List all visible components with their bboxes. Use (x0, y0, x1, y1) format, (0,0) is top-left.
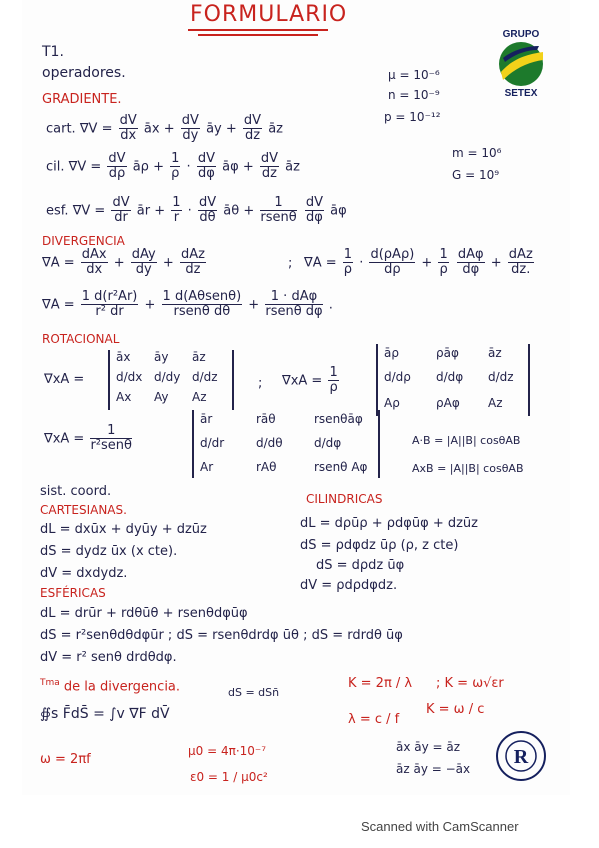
formula-omega: ω = 2πf (40, 752, 91, 767)
formula-k2: ; K = ω√εr (436, 676, 504, 691)
frac-den: dx (120, 128, 137, 144)
heading-divergencia: DIVERGENCIA (42, 234, 125, 248)
section-t1: T1. (42, 44, 64, 60)
cil-line: dL = dρūρ + ρdφūφ + dzūz (300, 516, 478, 531)
det-row: Ax Ay Az (116, 390, 207, 404)
plus-sign: + (225, 121, 237, 137)
gradiente-cil: cil. ∇V = $\frac{dV}{d\rho}$ āρ + $\frac{1}{\rho}$ · $\frac{dV}{d\varphi}$ āφ + $\frac{dV}{dz}$ āz (46, 151, 300, 182)
rotacional-cil-lhs: ∇xA = $\frac{1}{\rho}$ (282, 365, 338, 396)
formula-k1: K = 2π / λ (348, 676, 413, 691)
esf-line: dL = drūr + rdθūθ + rsenθdφūφ (40, 606, 248, 621)
formula-cross1: āx āy = āz (396, 740, 461, 754)
det-bar-left (108, 350, 110, 410)
heading-cartesianas: CARTESIANAS. (40, 503, 127, 517)
dot-product: A·B = |A||B| cosθAB (412, 434, 521, 447)
det-row: āx āy āz (116, 350, 206, 364)
const-n: n = 10⁻⁹ (388, 88, 440, 102)
frac-num: dV (181, 113, 199, 128)
det-row: ār rāθ rsenθāφ (200, 412, 363, 426)
title-underline (188, 29, 328, 31)
divergencia-esf: ∇A = $\frac{\text{1 d(r²Ar)}}{\text{r² dr}}$ + $\frac{\text{1 d(Aθsenθ)}}{\text{rsenθ dθ}}$ + $\frac{\text{1 · dAφ}}{\text{rsenθ dφ}}$ . (42, 289, 333, 320)
det-row: d/dρ d/dφ d/dz (384, 370, 514, 384)
unit-vector: āy (206, 121, 222, 137)
gradiente-esf: esf. ∇V = $\frac{dV}{dr}$ ār + $\frac{1}{r}$ · $\frac{dV}{d\theta}$ āθ + $\frac{1}{\text{rsenθ}}$ $\frac{dV}{d\varphi}$ āφ (46, 195, 347, 226)
logo-text-grupo: GRUPO (502, 29, 540, 40)
det-bar-left (376, 344, 378, 416)
scanner-footer: Scanned with CamScanner (361, 819, 519, 834)
cil-label: cil. (46, 159, 65, 175)
esf-line: dV = r² senθ drdθdφ. (40, 650, 177, 665)
frac-num: dV (243, 113, 262, 128)
const-mu: μ = 10⁻⁶ (388, 68, 440, 82)
cil-line: dV = ρdρdφdz. (300, 578, 398, 593)
teorema-formula: ∯s F̄dS̄ = ∫v ∇F dV̄ (40, 706, 170, 722)
det-bar-left (192, 410, 194, 478)
frac-den: dy (182, 128, 199, 144)
det-bar-right (378, 410, 380, 478)
seal-letter: R (513, 746, 529, 768)
divergencia-cil: ∇A = $\frac{1}{\rho}$ · $\frac{\text{d(ρAρ)}}{d\rho}$ + $\frac{1}{\rho}$ $\frac{\text{dAφ}}{d\varphi}$ + $\frac{\text{dAz}}{dz.}$ (304, 247, 533, 278)
rotacional-esf-lhs: ∇xA = $\frac{1}{\text{r²senθ}}$ (44, 423, 132, 454)
heading-esfericas: ESFÉRICAS (40, 586, 106, 600)
grupo-setex-logo (493, 28, 549, 98)
nabla-v: ∇V = (79, 121, 113, 137)
unit-vector: āx (143, 121, 160, 137)
page-title: FORMULARIO (190, 2, 348, 27)
formula-mu0: μ0 = 4π·10⁻⁷ (188, 744, 267, 758)
sist-coord-label: sist. coord. (40, 484, 112, 499)
rotacional-semicolon: ; (258, 376, 263, 391)
plus-sign: + (163, 121, 175, 137)
divergencia-semicolon: ; (288, 256, 293, 271)
det-row: d/dx d/dy d/dz (116, 370, 218, 384)
gradiente-cart (46, 114, 283, 144)
divergencia-cart: ∇A = $\frac{\text{dAx}}{dx}$ + $\frac{\text{dAy}}{dy}$ + $\frac{\text{dAz}}{dz}$ (42, 247, 205, 278)
det-bar-right (528, 344, 530, 416)
heading-rotacional: ROTACIONAL (42, 332, 120, 346)
det-row: Aρ ρAφ Az (384, 396, 503, 410)
const-g: G = 10⁹ (452, 168, 500, 182)
cart-label: cart. (46, 121, 76, 137)
frac-den: dz (244, 128, 261, 144)
nabla-v: ∇V = (68, 159, 102, 175)
nabla-v: ∇V = (72, 203, 106, 219)
formula-lambda: λ = c / f (348, 712, 400, 727)
formula-eps0: ε0 = 1 / μ0c² (190, 770, 268, 784)
title-underline-2 (198, 34, 318, 36)
unit-vector: āz (268, 121, 284, 137)
frac-num: dV (119, 113, 137, 128)
cart-line: dL = dxūx + dyūy + dzūz (40, 522, 207, 537)
esf-line: dS = r²senθdθdφūr ; dS = rsenθdrdφ ūθ ; dS = rdrdθ ūφ (40, 628, 403, 643)
cart-line: dV = dxdydz. (40, 566, 128, 581)
logo-text-setex: SETEX (504, 88, 538, 98)
cil-line: dS = dρdz ūφ (316, 558, 405, 573)
det-bar-right (232, 350, 234, 410)
det-row: āρ ρāφ āz (384, 346, 502, 360)
cross-product: AxB = |A||B| cosθAB (412, 462, 524, 475)
cart-line: dS = dydz ūx (x cte). (40, 544, 178, 559)
quality-seal-icon (495, 730, 547, 782)
const-m: m = 10⁶ (452, 146, 502, 160)
rotacional-cart-lhs: ∇xA = (44, 372, 85, 387)
esf-label: esf. (46, 203, 69, 219)
det-row: Ar rAθ rsenθ Aφ (200, 460, 368, 474)
heading-gradiente: GRADIENTE. (42, 92, 122, 107)
det-row: d/dr d/dθ d/dφ (200, 436, 342, 450)
operadores-label: operadores. (42, 65, 126, 81)
formula-cross2: āz āy = −āx (396, 762, 471, 776)
cil-line: dS = ρdφdz ūρ (ρ, z cte) (300, 538, 459, 553)
const-p: p = 10⁻¹² (384, 110, 441, 124)
teorema-ds-note: dS = dSn̄ (228, 686, 280, 699)
teorema-label: $^{Tma}$ de la divergencia. (40, 678, 181, 695)
heading-cilindricas: CILINDRICAS (306, 492, 383, 506)
formula-k3: K = ω / c (426, 702, 485, 717)
